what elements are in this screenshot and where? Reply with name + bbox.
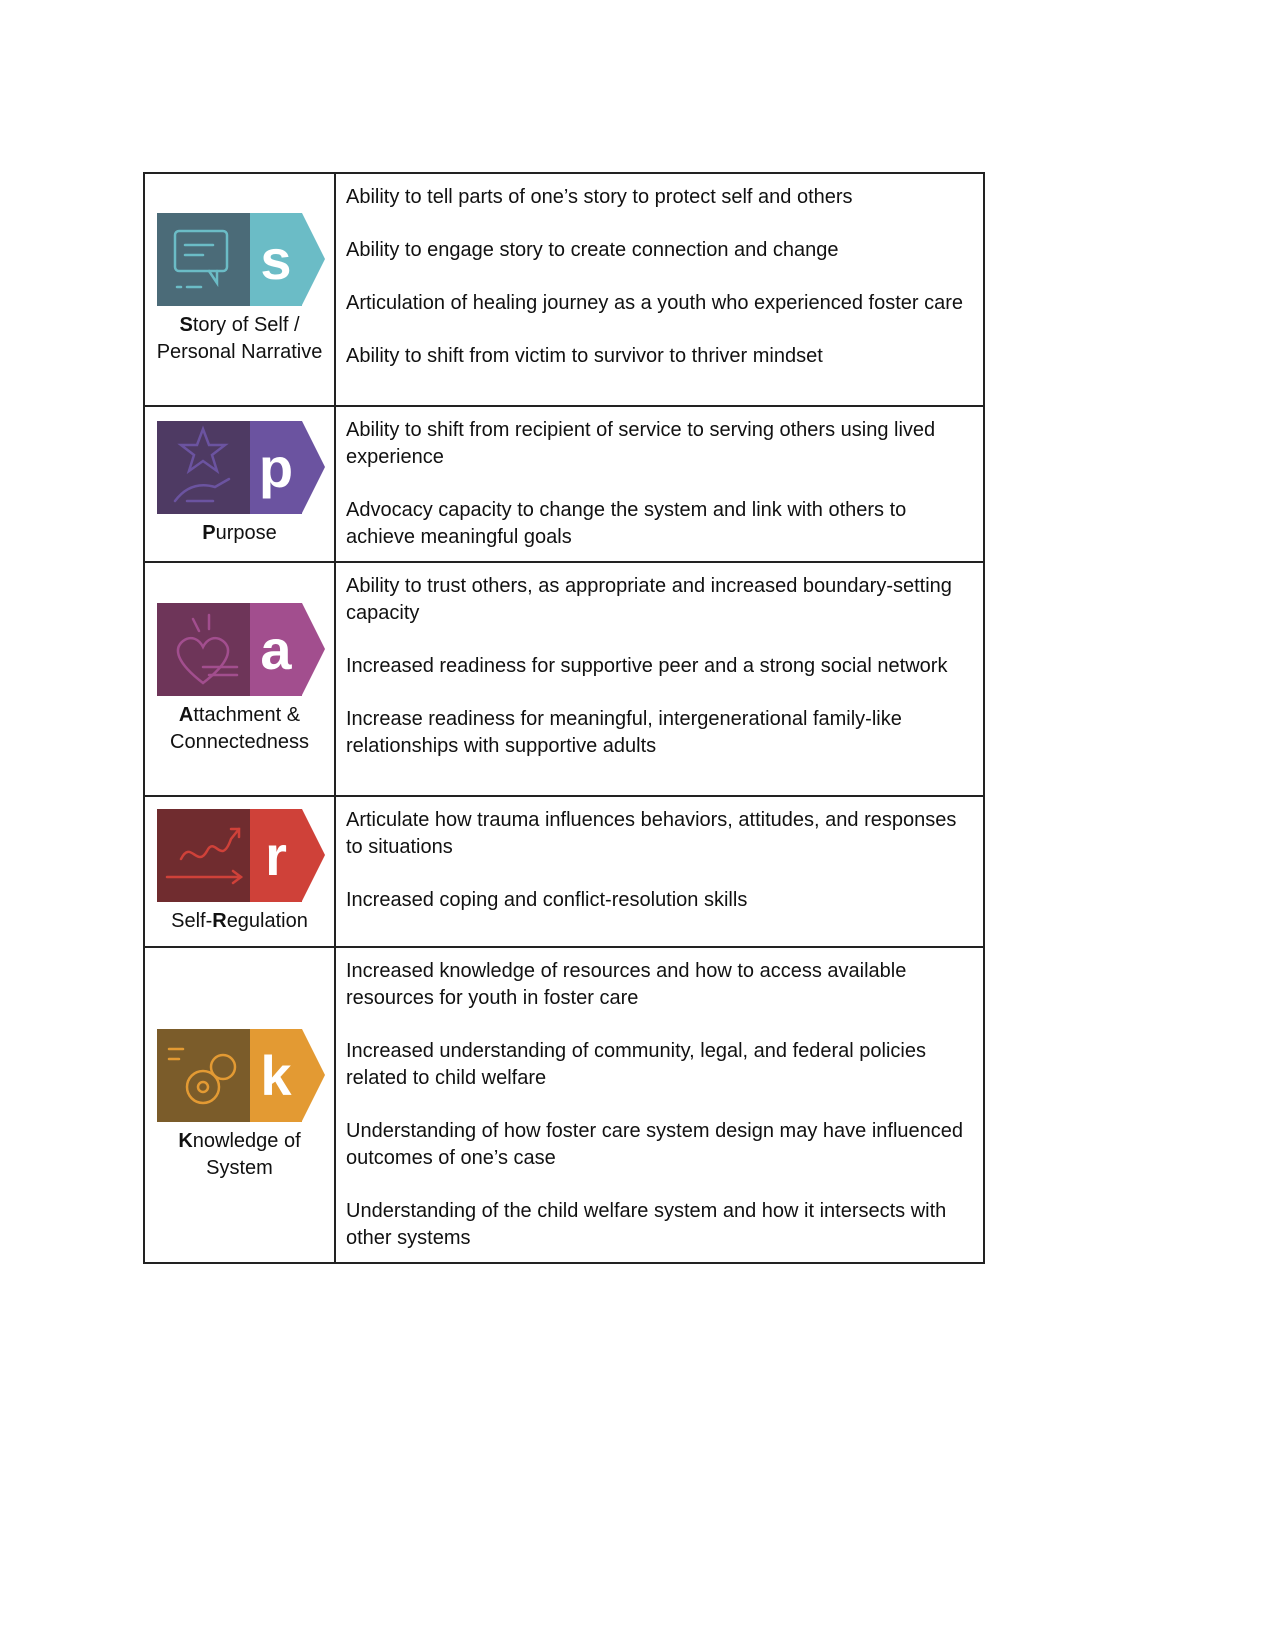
category-letter: a xyxy=(250,603,302,696)
label-rest: egulation xyxy=(226,909,308,932)
outcome-item: Increased readiness for supportive peer and a strong social network xyxy=(346,655,948,677)
outcome-item: Increased coping and conflict-resolution skills xyxy=(346,889,748,911)
speech-bubble-icon xyxy=(157,213,250,306)
category-cell xyxy=(144,406,335,562)
label-rest: ttachment & Connectedness xyxy=(170,703,309,753)
category-cell xyxy=(144,796,335,947)
outcome-item: Increased knowledge of resources and how to access available resources for youth in foster care xyxy=(346,960,907,1009)
label-rest: urpose xyxy=(215,522,277,544)
category-badge xyxy=(157,421,325,514)
category-label xyxy=(145,520,334,547)
outcome-item: Understanding of the child welfare system and how it intersects with other systems xyxy=(346,1200,947,1249)
table-row xyxy=(144,173,984,406)
label-initial: S xyxy=(179,314,193,336)
category-letter: r xyxy=(250,809,302,902)
category-cell xyxy=(144,947,335,1263)
table-row xyxy=(144,796,984,947)
table-row xyxy=(144,562,984,796)
trend-arrow-icon xyxy=(157,809,250,902)
outcome-item: Understanding of how foster care system design may have influenced outcomes of one’s case xyxy=(346,1120,964,1169)
outcome-item: Ability to shift from recipient of service to serving others using lived experience xyxy=(346,419,936,468)
outcome-item: Articulate how trauma influences behaviors, attitudes, and responses to situations xyxy=(346,809,957,858)
category-badge xyxy=(157,213,325,306)
category-label xyxy=(145,312,334,366)
outcome-item: Increased understanding of community, legal, and federal policies related to child welfare xyxy=(346,1040,926,1089)
category-cell xyxy=(144,173,335,406)
category-letter: p xyxy=(250,421,302,514)
outcome-item: Increase readiness for meaningful, intergenerational family-like relationships with supportive adults xyxy=(346,708,902,757)
outcomes-cell xyxy=(335,796,984,947)
label-initial: P xyxy=(202,522,216,544)
table-row xyxy=(144,406,984,562)
label-initial: R xyxy=(212,909,227,932)
outcome-item: Articulation of healing journey as a youth who experienced foster care xyxy=(346,292,964,314)
table-row xyxy=(144,947,984,1263)
outcome-item: Ability to tell parts of one’s story to protect self and others xyxy=(346,186,853,208)
category-letter: s xyxy=(250,213,302,306)
outcome-item: Ability to trust others, as appropriate and increased boundary-setting capacity xyxy=(346,575,952,624)
label-initial: K xyxy=(178,1129,193,1152)
competency-table xyxy=(143,172,985,1264)
category-badge xyxy=(157,1029,325,1122)
category-badge xyxy=(157,603,325,696)
gears-icon xyxy=(157,1029,250,1122)
category-label xyxy=(145,1128,334,1182)
category-cell xyxy=(144,562,335,796)
arrow-shape xyxy=(302,603,325,695)
category-badge xyxy=(157,809,325,902)
outcomes-cell xyxy=(335,173,984,406)
outcome-item: Advocacy capacity to change the system and link with others to achieve meaningful goals xyxy=(346,499,907,548)
arrow-shape xyxy=(302,1029,325,1121)
outcomes-cell xyxy=(335,562,984,796)
outcomes-cell xyxy=(335,406,984,562)
outcome-item: Ability to engage story to create connection and change xyxy=(346,239,839,261)
heart-icon xyxy=(157,603,250,696)
arrow-shape xyxy=(302,809,325,901)
arrow-shape xyxy=(302,213,325,305)
outcome-item: Ability to shift from victim to survivor to thriver mindset xyxy=(346,345,823,367)
label-rest: nowledge of System xyxy=(192,1129,301,1179)
category-label xyxy=(145,702,334,756)
arrow-shape xyxy=(302,421,325,513)
outcomes-cell xyxy=(335,947,984,1263)
label-rest: tory of Self / Personal Narrative xyxy=(156,314,323,363)
category-letter: k xyxy=(250,1029,302,1122)
category-label xyxy=(145,908,334,935)
label-initial: A xyxy=(178,703,194,726)
label-prefix: Self- xyxy=(171,909,213,932)
star-hand-icon xyxy=(157,421,250,514)
